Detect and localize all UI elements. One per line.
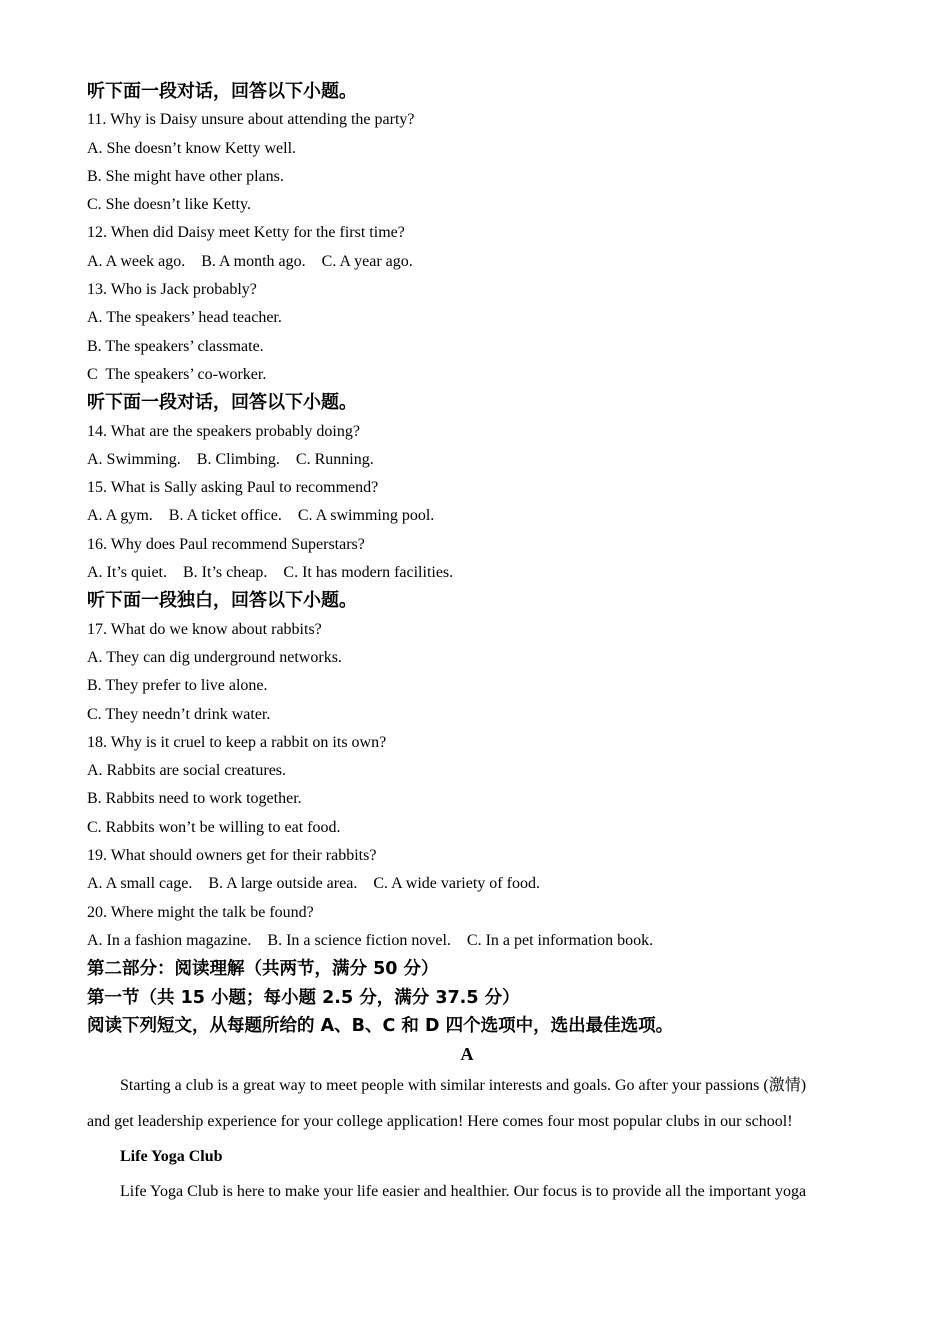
passage-intro-line2: and get leadership experience for your college application! Here comes four most popular clubs in our school! [87,1113,793,1131]
option-b: B. In a science fiction novel. [267,931,451,949]
question-stem: 20. Where might the talk be found? [87,903,314,921]
option-c: C. A year ago. [321,252,413,270]
option-a: A. A gym. [87,507,153,525]
reading-instructions: 阅读下列短文，从每题所给的 A、B、C 和 D 四个选项中，选出最佳选项。 [87,1015,674,1036]
question-stem: 14. What are the speakers probably doing? [87,422,360,440]
question-stem: 13. Who is Jack probably? [87,281,257,299]
option-c: C. Rabbits won’t be willing to eat food. [87,818,341,836]
question-stem: 18. Why is it cruel to keep a rabbit on its own? [87,733,387,751]
option-c: C The speakers’ co-worker. [87,365,267,383]
option-c: C. They needn’t drink water. [87,705,271,723]
option-a: A. It’s quiet. [87,564,167,582]
options-row [87,446,847,474]
option-b: B. It’s cheap. [183,564,268,582]
option-b: B. The speakers’ classmate. [87,337,264,355]
option-b: B. Climbing. [196,450,280,468]
option-a: A. They can dig underground networks. [87,648,342,666]
question-stem: 12. When did Daisy meet Ketty for the first time? [87,224,405,242]
passage-title: A [460,1044,474,1065]
option-a: A. Rabbits are social creatures. [87,762,287,780]
option-a: A. A small cage. [87,875,193,893]
options-row [87,248,847,276]
exam-page [87,78,847,1210]
option-b: B. A large outside area. [208,875,358,893]
options-row [87,870,847,898]
options-row [87,927,847,955]
passage-intro-line1: Starting a club is a great way to meet people with similar interests and goals. Go after your passions (激情) [120,1077,807,1095]
option-c: C. In a pet information book. [466,931,654,949]
option-a: A. Swimming. [87,450,181,468]
option-a: A. In a fashion magazine. [87,931,252,949]
part2-heading: 第二部分：阅读理解（共两节，满分 50 分） [87,959,439,980]
option-a: A. She doesn’t know Ketty well. [87,139,297,157]
option-b: B. A month ago. [201,252,306,270]
option-a: A. A week ago. [87,252,186,270]
question-stem: 19. What should owners get for their rabbits? [87,847,377,865]
option-b: B. She might have other plans. [87,167,284,185]
club-description: Life Yoga Club is here to make your life easier and healthier. Our focus is to provide all the important yoga [120,1183,807,1201]
option-b: B. They prefer to live alone. [87,677,268,695]
question-stem: 15. What is Sally asking Paul to recommend? [87,479,379,497]
option-b: B. A ticket office. [168,507,282,525]
club-title: Life Yoga Club [120,1148,223,1166]
section1-heading: 第一节（共 15 小题；每小题 2.5 分，满分 37.5 分） [87,987,520,1008]
option-c: C. A swimming pool. [297,507,435,525]
option-c: C. She doesn’t like Ketty. [87,196,251,214]
options-row [87,502,847,530]
option-c: C. It has modern facilities. [283,564,454,582]
question-stem: 17. What do we know about rabbits? [87,620,322,638]
question-stem: 16. Why does Paul recommend Superstars? [87,535,365,553]
option-a: A. The speakers’ head teacher. [87,309,282,327]
listen-monologue-heading: 听下面一段独白，回答以下小题。 [87,590,357,612]
option-c: C. A wide variety of food. [373,875,540,893]
options-row [87,559,847,587]
option-c: C. Running. [295,450,374,468]
option-b: B. Rabbits need to work together. [87,790,302,808]
listen-dialog-heading: 听下面一段对话，回答以下小题。 [87,392,357,414]
question-stem: 11. Why is Daisy unsure about attending the party? [87,111,415,129]
listen-dialog-heading: 听下面一段对话，回答以下小题。 [87,81,357,102]
